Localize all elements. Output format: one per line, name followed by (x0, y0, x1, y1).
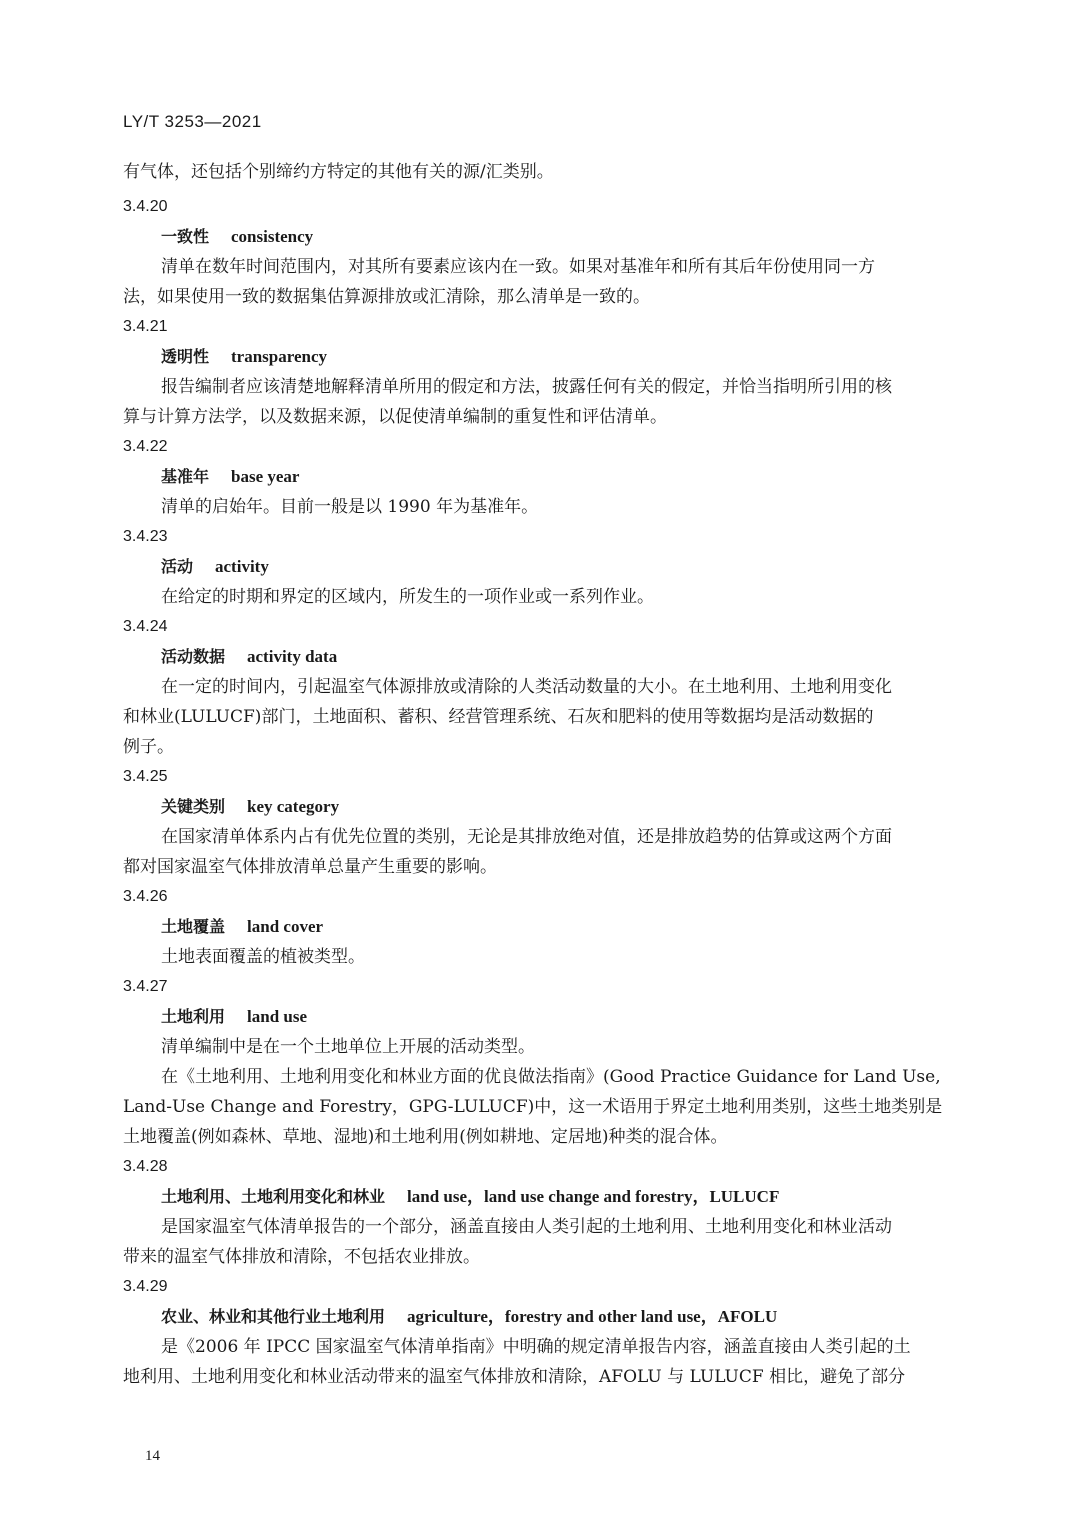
text-line: 是国家温室气体清单报告的一个部分，涵盖直接由人类引起的土地利用、土地利用变化和林业活动 (161, 1217, 892, 1237)
term-heading (161, 1187, 779, 1207)
term-zh: 一致性 (161, 227, 210, 246)
term-en: activity (215, 557, 269, 576)
term-en: land cover (247, 917, 324, 936)
text-line: 报告编制者应该清楚地解释清单所用的假定和方法，披露任何有关的假定，并恰当指明所引用的核 (161, 377, 892, 397)
text-line: 在《土地利用、土地利用变化和林业方面的优良做法指南》(Good Practice Guidance for Land Use, (161, 1067, 941, 1087)
term-zh: 土地覆盖 (161, 917, 226, 936)
text-line: 例子。 (123, 737, 174, 757)
term-heading (161, 797, 339, 817)
text-line: 有气体，还包括个别缔约方特定的其他有关的源/汇类别。 (123, 162, 554, 182)
clause-number: 3.4.26 (123, 888, 168, 905)
term-heading (161, 1007, 307, 1027)
term-en: transparency (231, 347, 328, 366)
text-line: 土地表面覆盖的植被类型。 (161, 947, 365, 967)
term-zh: 透明性 (161, 347, 210, 366)
clause-number: 3.4.28 (123, 1158, 168, 1175)
term-en: agriculture，forestry and other land use，AFOLU (407, 1307, 778, 1326)
text-line: Land-Use Change and Forestry，GPG-LULUCF)中，这一术语用于界定土地利用类别，这些土地类别是 (123, 1097, 943, 1117)
document-code: LY/T 3253—2021 (123, 112, 262, 131)
term-heading (161, 467, 299, 487)
text-line: 清单在数年时间范围内，对其所有要素应该内在一致。如果对基准年和所有其后年份使用同一方 (161, 257, 875, 277)
term-zh: 活动 (161, 557, 194, 576)
term-heading (161, 917, 323, 937)
text-line: 是《2006 年 IPCC 国家温室气体清单指南》中明确的规定清单报告内容，涵盖直接由人类引起的土 (161, 1337, 911, 1357)
term-en: base year (231, 467, 300, 486)
text-line: 和林业(LULUCF)部门，土地面积、蓄积、经营管理系统、石灰和肥料的使用等数据均是活动数据的 (123, 707, 874, 727)
text-line: 土地覆盖(例如森林、草地、湿地)和土地利用(例如耕地、定居地)种类的混合体。 (123, 1127, 728, 1147)
term-zh: 土地利用 (161, 1007, 226, 1026)
term-zh: 土地利用、土地利用变化和林业 (161, 1187, 386, 1206)
text-line: 在一定的时间内，引起温室气体源排放或清除的人类活动数量的大小。在土地利用、土地利用变化 (161, 677, 892, 697)
term-zh: 基准年 (161, 467, 210, 486)
text-line: 法，如果使用一致的数据集估算源排放或汇清除，那么清单是一致的。 (123, 287, 650, 307)
text-line: 算与计算方法学，以及数据来源，以促使清单编制的重复性和评估清单。 (123, 407, 667, 427)
clause-number: 3.4.24 (123, 618, 168, 635)
clause-number: 3.4.20 (123, 198, 168, 215)
term-heading (161, 557, 269, 577)
text-line: 带来的温室气体排放和清除，不包括农业排放。 (123, 1247, 480, 1267)
term-en: land use，land use change and forestry，LULUCF (407, 1187, 780, 1206)
text-line: 清单的启始年。目前一般是以 1990 年为基准年。 (161, 497, 539, 517)
term-heading (161, 1307, 777, 1327)
clause-number: 3.4.27 (123, 978, 168, 995)
text-line: 都对国家温室气体排放清单总量产生重要的影响。 (123, 857, 497, 877)
page-number: 14 (145, 1448, 160, 1464)
text-line: 地利用、土地利用变化和林业活动带来的温室气体排放和清除，AFOLU 与 LULUCF 相比，避免了部分 (123, 1367, 906, 1387)
term-heading (161, 227, 313, 247)
text-line: 清单编制中是在一个土地单位上开展的活动类型。 (161, 1037, 535, 1057)
text-line: 在国家清单体系内占有优先位置的类别，无论是其排放绝对值，还是排放趋势的估算或这两个方面 (161, 827, 892, 847)
term-heading (161, 347, 327, 367)
term-en: land use (247, 1007, 308, 1026)
clause-number: 3.4.23 (123, 528, 168, 545)
term-zh: 活动数据 (161, 647, 226, 666)
clause-number: 3.4.21 (123, 318, 168, 335)
clause-number: 3.4.25 (123, 768, 168, 785)
term-en: key category (247, 797, 340, 816)
term-heading (161, 647, 337, 667)
term-en: consistency (231, 227, 314, 246)
term-zh: 农业、林业和其他行业土地利用 (161, 1307, 386, 1326)
term-en: activity data (247, 647, 338, 666)
term-zh: 关键类别 (161, 797, 226, 816)
clause-number: 3.4.22 (123, 438, 168, 455)
text-line: 在给定的时期和界定的区域内，所发生的一项作业或一系列作业。 (161, 587, 654, 607)
clause-number: 3.4.29 (123, 1278, 168, 1295)
